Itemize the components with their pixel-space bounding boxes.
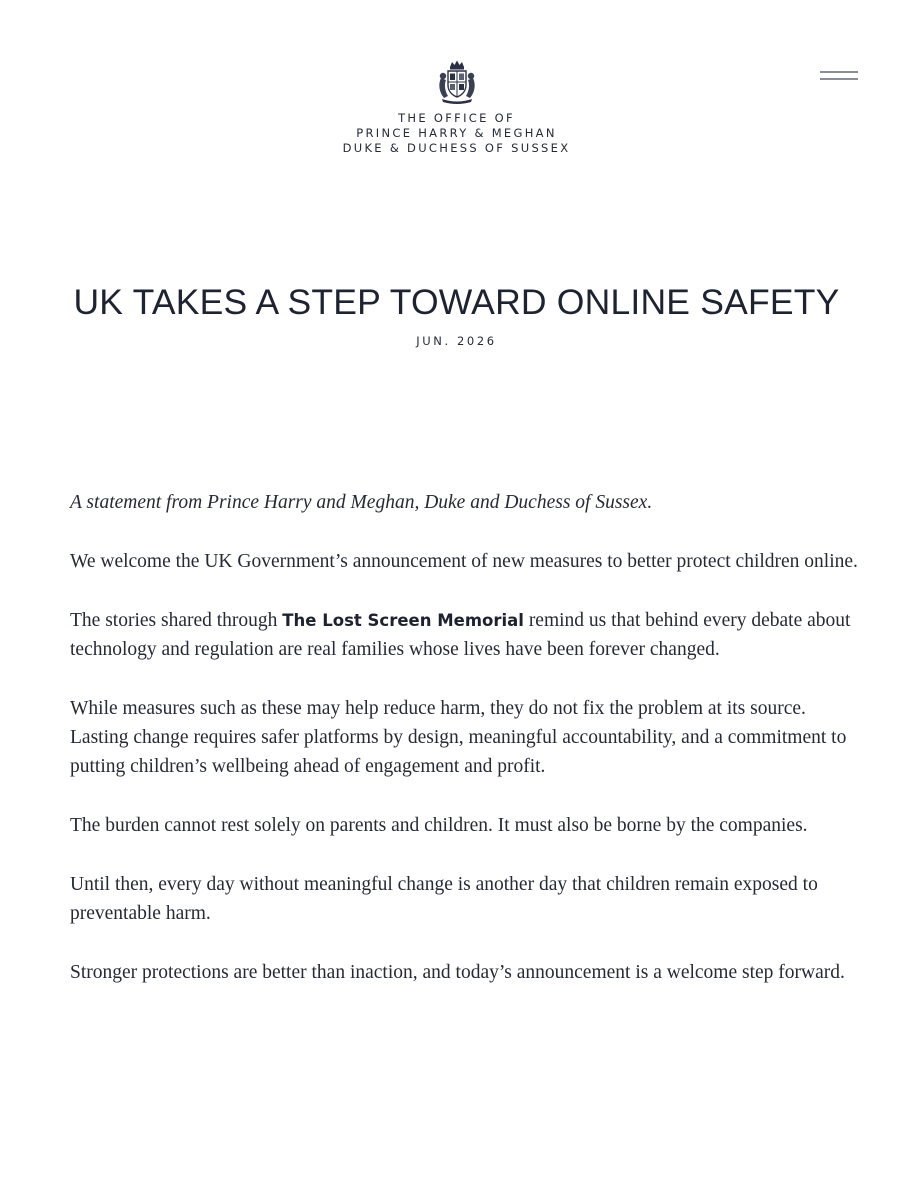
office-line-2: PRINCE HARRY & MEGHAN: [356, 126, 557, 140]
paragraph-measures: While measures such as these may help reduce harm, they do not fix the problem at its source. Lasting change requires safer platforms by design, meaningful accountability, and a commitment to putting children’s wellbeing ahead of engagement and profit.: [70, 698, 847, 777]
paragraph-memorial: [70, 606, 860, 664]
royal-coat-of-arms-icon[interactable]: [435, 58, 479, 104]
paragraph-welcome: We welcome the UK Government’s announcement of new measures to better protect children online.: [70, 551, 858, 572]
lost-screen-memorial-link[interactable]: The Lost Screen Memorial: [282, 611, 524, 630]
paragraph-memorial-end: remind us that behind every debate about technology and regulation are real families whose lives have been forever changed.: [70, 610, 851, 660]
article-body: [70, 488, 860, 1017]
office-line-3: DUKE & DUCHESS OF SUSSEX: [342, 141, 571, 155]
paragraph-burden: The burden cannot rest solely on parents and children. It must also be borne by the companies.: [70, 815, 808, 836]
paragraph-closing: Stronger protections are better than inaction, and today’s announcement is a welcome step forward.: [70, 962, 845, 983]
hamburger-menu-icon[interactable]: [820, 66, 858, 84]
office-line-1: THE OFFICE OF: [398, 111, 515, 125]
site-header: [0, 58, 913, 156]
menu-line-bottom: [820, 78, 858, 80]
menu-line-top: [820, 71, 858, 73]
office-title: [0, 111, 913, 156]
paragraph-until-then: Until then, every day without meaningful change is another day that children remain exposed to preventable harm.: [70, 874, 818, 924]
page-title: UK TAKES A STEP TOWARD ONLINE SAFETY: [73, 282, 840, 322]
paragraph-memorial-start: The stories shared through: [70, 610, 283, 631]
statement-intro: A statement from Prince Harry and Meghan, Duke and Duchess of Sussex.: [70, 492, 653, 513]
publish-date: JUN. 2026: [416, 334, 497, 348]
